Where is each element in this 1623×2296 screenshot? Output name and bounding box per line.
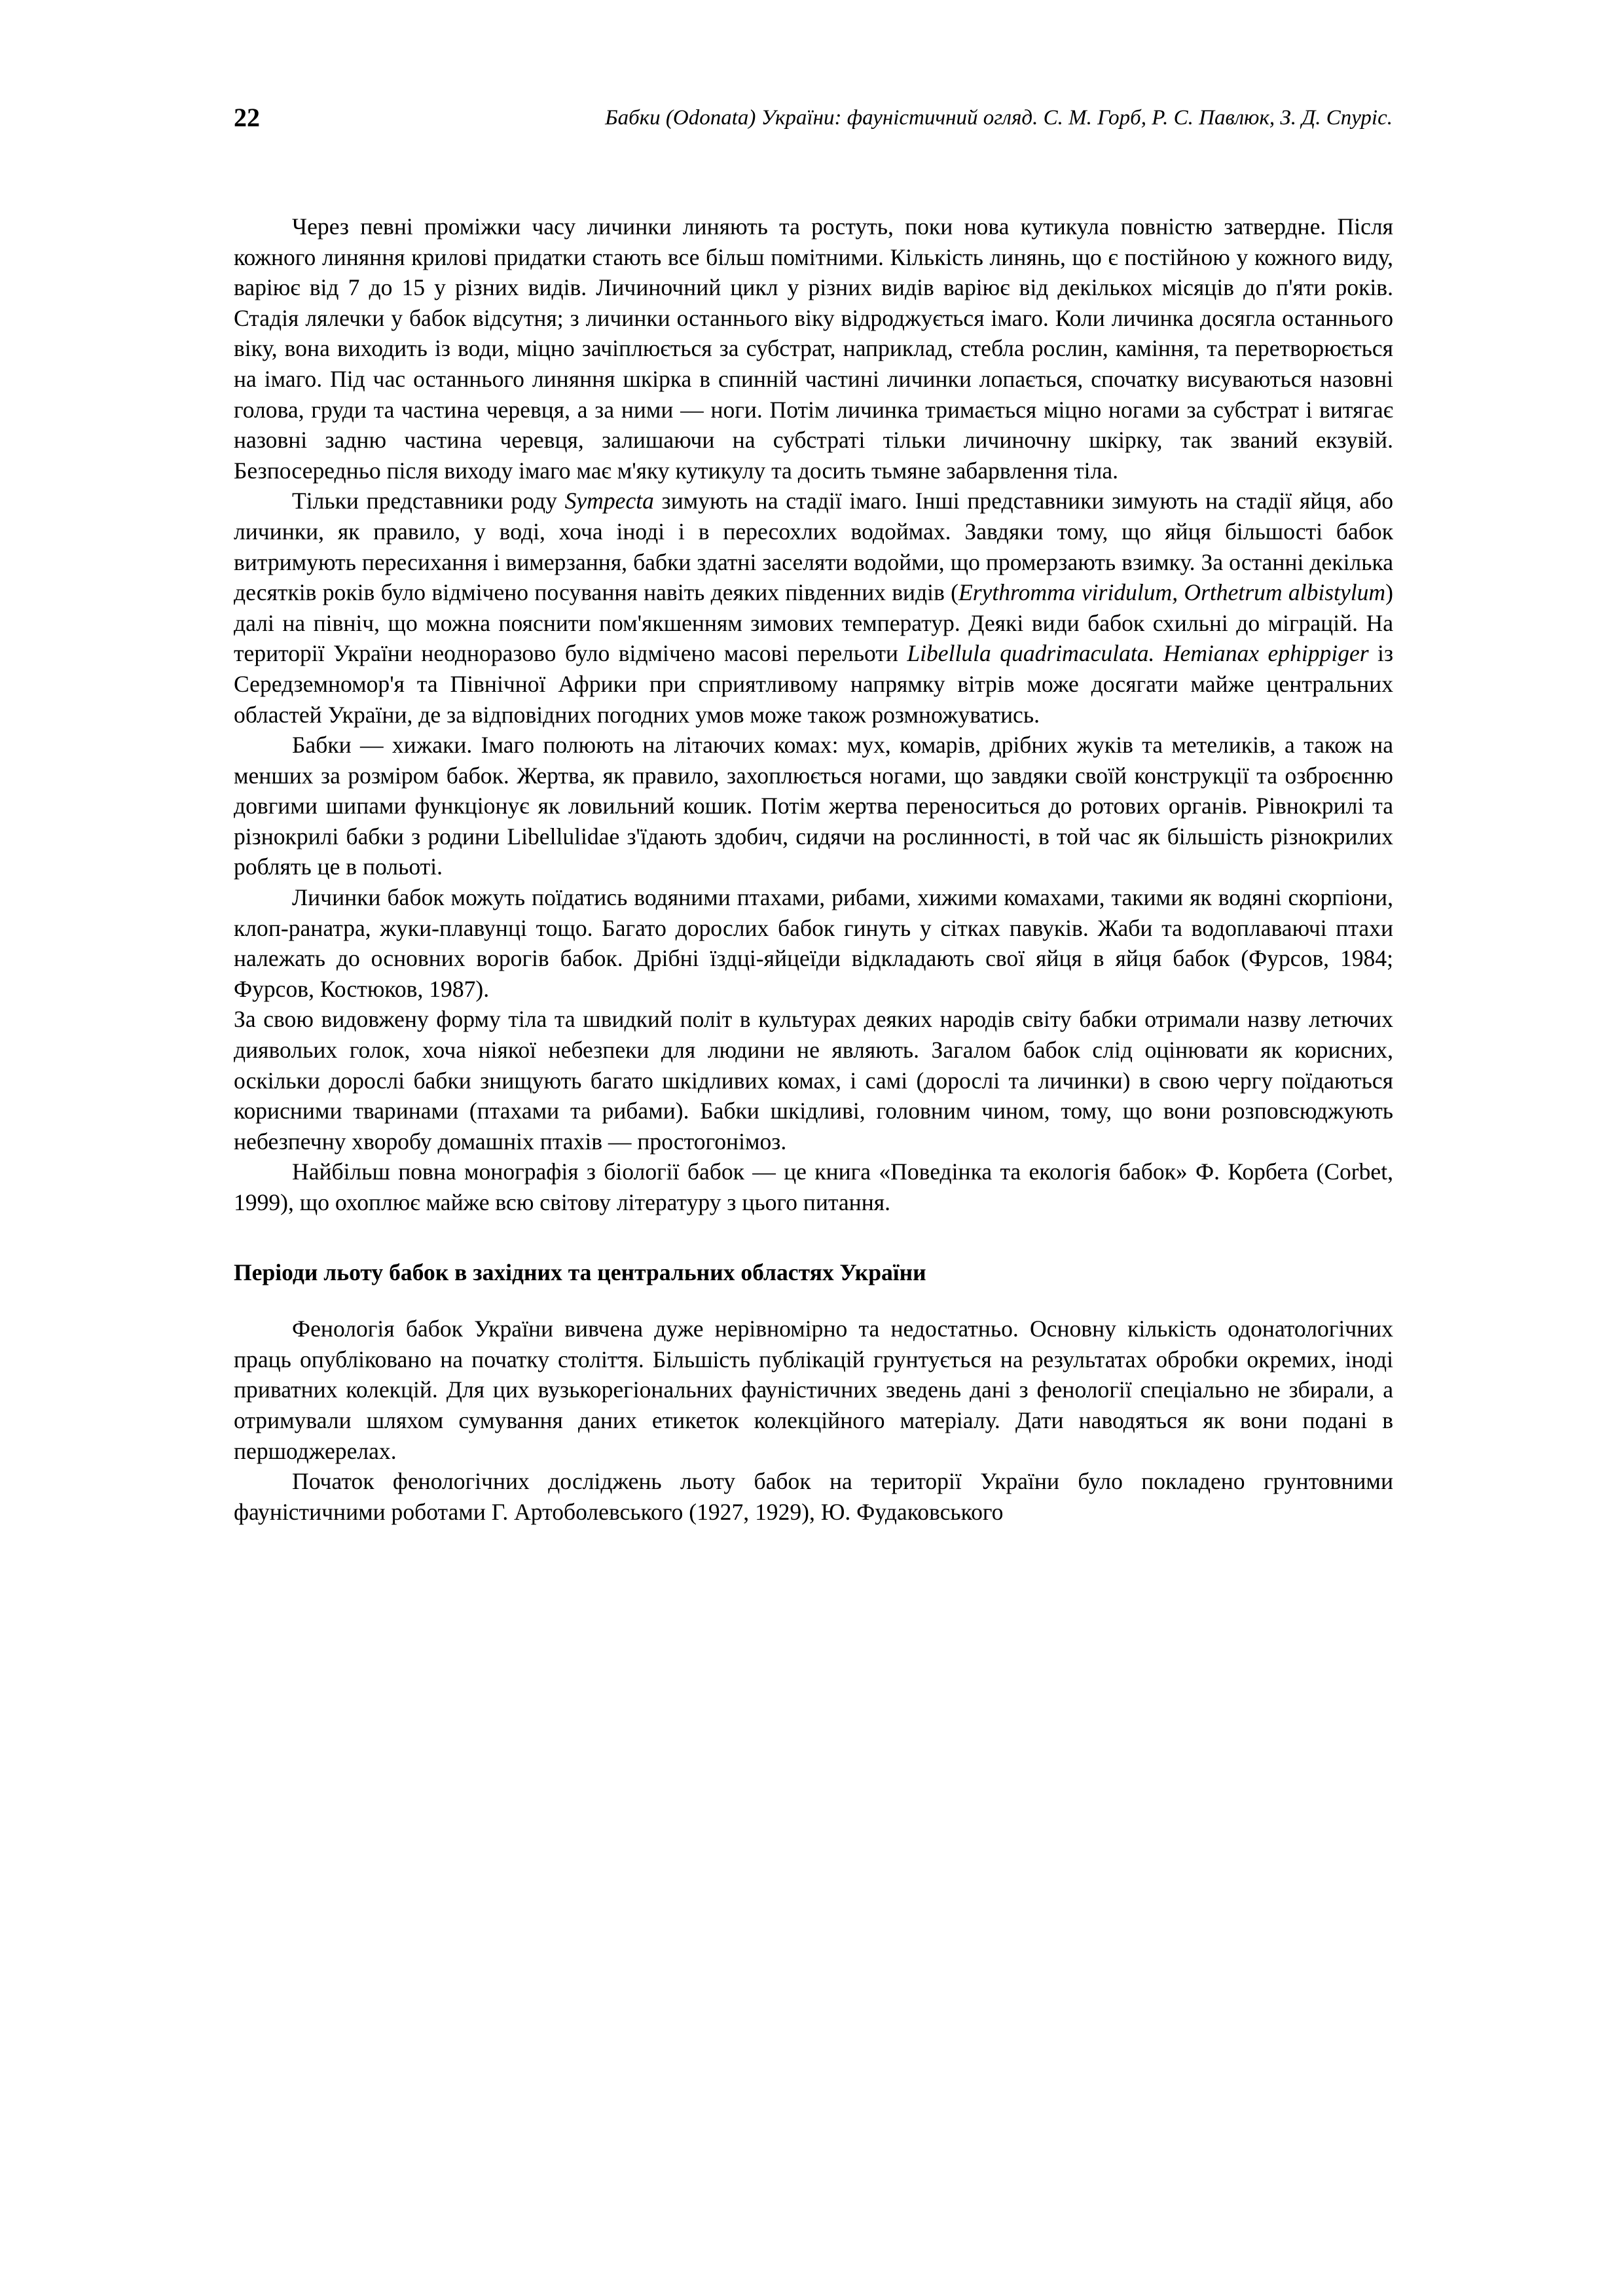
page-header (234, 98, 1393, 137)
paragraph-phenology-studies: Початок фенологічних досліджень льоту бабок на території України було покладено грунтовними фауністичними роботами Г. Артоболевського (1927, 1929), Ю. Фудаковського (234, 1468, 1393, 1525)
running-head: Бабки (Odonata) України: фауністичний огляд. С. М. Горб, Р. С. Павлюк, З. Д. Спурiс. (605, 106, 1393, 130)
paragraph-larval-molting: Через певні проміжки часу личинки линяють та ростуть, поки нова кутикула повністю затвердне. Після кожного линяння крилові придатки стають все більш помітними. Кількість линянь, що є постійною у кожного виду, варіює від 7 до 15 у різних видів. Личиночний цикл у різних видів варіює від декількох місяців до п'яти років. Стадія лялечки у бабок відсутня; з личинки останнього віку відроджується імаго. Коли личинка досягла останнього віку, вона виходить із води, міцно зачіплюється за субстрат, наприклад, стебла рослин, каміння, та перетворюється на імаго. Під час останнього линяння шкірка в спинній частині личинки лопається, спочатку висуваються назовні голова, груди та частина черевця, а за ними — ноги. Потім личинка тримається міцно ногами за субстрат і витягає назовні задню частина черевця, залишаючи на субстраті тільки личиночну шкірку, так званий екзувій. Безпосередньо після виходу імаго має м'яку кутикулу та досить тьмяне забарвлення тіла. (234, 213, 1393, 484)
species-names: Erythromma viridulum, Orthetrum albistylum (958, 579, 1386, 606)
paragraph-text: із Середземномор'я та Північної Африки при сприятливому напрямку вітрів може досягати майже центральних областей України, де за відповідних погодних умов може також розмножуватись. (234, 640, 1393, 728)
paragraph-predation: Бабки — хижаки. Імаго полюють на літаючих комах: мух, комарів, дрібних жуків та метеликів, а також на менших за розміром бабок. Жертва, як правило, захоплюється ногами, що завдяки своїй конструкції та озброєнню довгими шипами функціонує як ловильний кошик. Потім жертва переноситься до ротових органів. Рівнокрилі та різнокрилі бабки з родини Libellulidae з'їдають здобич, сидячи на рослинності, в той час як більшість різнокрилих роблять це в польоті. (234, 732, 1393, 880)
paragraph-text: зимують на стадії імаго. Інші представники зимують на стадії яйця, або личинки, як правило, у воді, хоча іноді і в пересохлих водоймах. Завдяки тому, що яйця більшості бабок витримують пересихання і вимерзання, бабки здатні заселяти водойми, що промерзають взимку. За останні декілька десятків років було відмічено посування навіть деяких південних видів ( (234, 488, 1393, 606)
paragraph-text: ) далі на північ, що можна пояснити пом'якшенням зимових температур. Деякі види бабок схильні до міграцій. На території України неодноразово було відмічено масові перельоти (234, 579, 1393, 667)
paragraph-monograph: Найбільш повна монографія з біології бабок — це книга «Поведінка та екологія бабок» Ф. Корбета (Corbet, 1999), що охоплює майже всю світову літературу з цього питання. (234, 1158, 1393, 1215)
species-names: Libellula quadrimaculata. Hemianax ephippiger (907, 640, 1369, 667)
paragraph-cultural-significance: За свою видовжену форму тіла та швидкий політ в культурах деяких народів світу бабки отримали назву летючих диявольих голок, хоча ніякої небезпеки для людини не являють. Загалом бабок слід оцінювати як корисних, оскільки дорослі бабки знищують багато шкідливих комах, і самі (дорослі та личинки) в свою чергу поїдаються корисними тваринами (птахами та рибами). Бабки шкідливі, головним чином, тому, що вони розповсюджують небезпечну хворобу домашніх птахів — простогонімоз. (234, 1006, 1393, 1155)
paragraph-predators: Личинки бабок можуть поїдатись водяними птахами, рибами, хижими комахами, такими як водяні скорпіони, клоп-ранатра, жуки-плавунці тощо. Багато дорослих бабок гинуть у сітках павуків. Жаби та водоплаваючі птахи належать до основних ворогів бабок. Дрібні їздці-яйцеїди відкладають свої яйця в яйця бабок (Фурсов, 1984; Фурсов, Костюков, 1987). (234, 884, 1393, 1002)
body-text (234, 211, 1393, 1527)
paragraph-text: Тільки представники роду (292, 488, 565, 514)
page-number: 22 (234, 103, 260, 132)
paragraph-overwintering (234, 486, 1393, 730)
paragraph-phenology: Фенологія бабок України вивчена дуже нерівномірно та недостатньо. Основну кількість одонатологічних праць опубліковано на початку століття. Більшість публікацій грунтується на результатах обробки окремих, іноді приватних колекцій. Для цих вузькорегіональних фауністичних зведень дані з фенології спеціально не збирали, а отримували шляхом сумування даних етикеток колекційного матеріалу. Дати наводяться як вони подані в першоджерелах. (234, 1316, 1393, 1464)
section-heading: Періоди льоту бабок в західних та центральних областях України (234, 1259, 926, 1285)
genus-name: Sympecta (564, 488, 654, 514)
